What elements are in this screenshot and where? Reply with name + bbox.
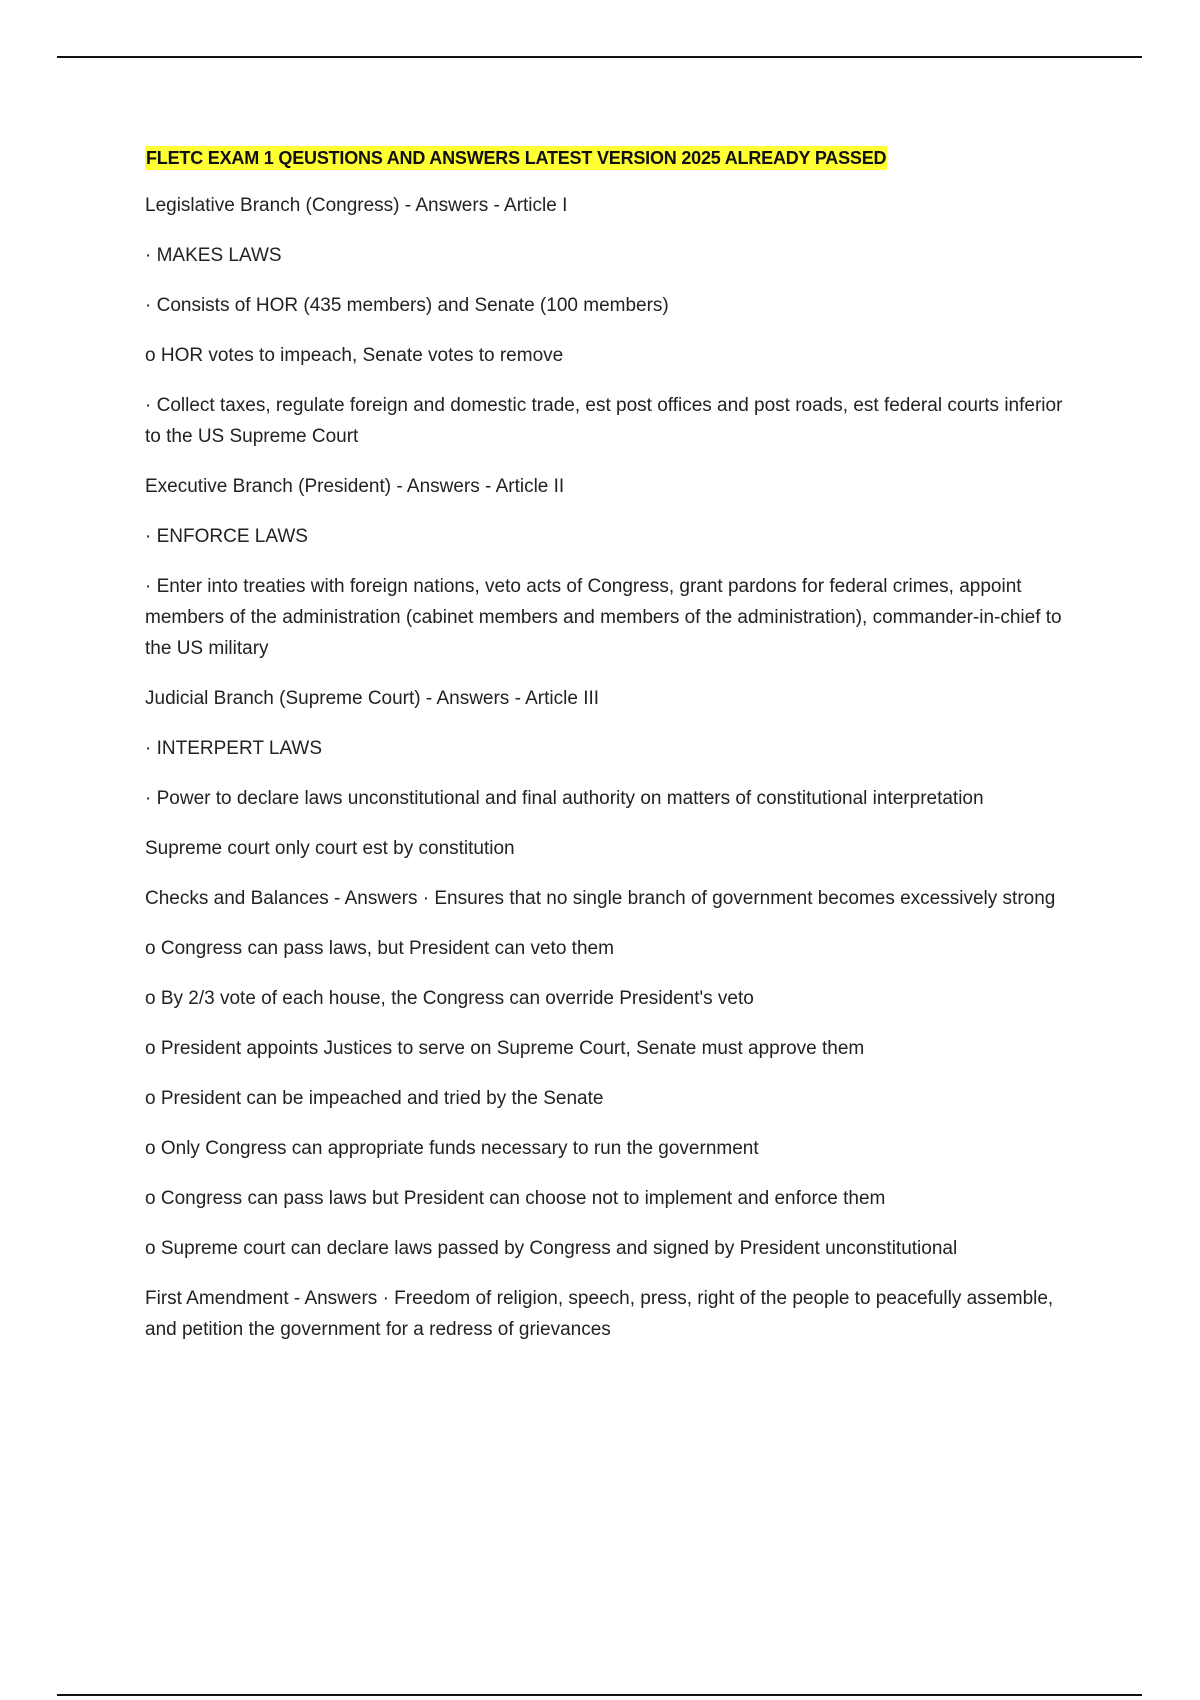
document-title: FLETC EXAM 1 QEUSTIONS AND ANSWERS LATEST VERSION 2025 ALREADY PASSED [146,148,887,168]
header-rule [57,56,1142,58]
paragraph-appropriate-funds: o Only Congress can appropriate funds necessary to run the government [145,1138,759,1159]
paragraph-treaties: · Enter into treaties with foreign nations, veto acts of Congress, grant pardons for federal crimes, appoint members of the administration (cabinet members and members of the administration), commander-in-chief to the US military [145,576,1062,659]
paragraph-power-to-declare: · Power to declare laws unconstitutional and final authority on matters of constitutional interpretation [145,788,984,809]
paragraph-supreme-court-only: Supreme court only court est by constitution [145,838,515,859]
paragraph-interpret-laws: · INTERPERT LAWS [145,738,323,759]
paragraph-declare-unconstitutional: o Supreme court can declare laws passed by Congress and signed by President unconstitutional [145,1238,958,1259]
paragraph-implement-enforce: o Congress can pass laws but President can choose not to implement and enforce them [145,1188,886,1209]
paragraph-consists-of: · Consists of HOR (435 members) and Senate (100 members) [145,295,669,316]
paragraph-appoints-justices: o President appoints Justices to serve on Supreme Court, Senate must approve them [145,1038,865,1059]
paragraph-executive-branch: Executive Branch (President) - Answers - Article II [145,476,565,497]
paragraph-hor-impeach: o HOR votes to impeach, Senate votes to remove [145,345,564,366]
paragraph-first-amendment: First Amendment - Answers · Freedom of religion, speech, press, right of the people to peacefully assemble, and petition the government for a redress of grievances [145,1288,1054,1340]
paragraph-override-veto: o By 2/3 vote of each house, the Congress can override President's veto [145,988,754,1009]
paragraph-checks-and-balances: Checks and Balances - Answers · Ensures that no single branch of government becomes excessively strong [145,888,1056,909]
paragraph-impeached: o President can be impeached and tried by the Senate [145,1088,604,1109]
paragraph-judicial-branch: Judicial Branch (Supreme Court) - Answers - Article III [145,688,600,709]
document-body [145,146,1080,1364]
paragraph-congress-pass-laws: o Congress can pass laws, but President can veto them [145,938,614,959]
paragraph-legislative-branch: Legislative Branch (Congress) - Answers - Article I [145,195,568,216]
footer-rule [57,1694,1142,1696]
paragraph-makes-laws: · MAKES LAWS [145,245,282,266]
paragraph-collect-taxes: · Collect taxes, regulate foreign and domestic trade, est post offices and post roads, est federal courts inferior to the US Supreme Court [145,395,1063,447]
paragraph-enforce-laws: · ENFORCE LAWS [145,526,308,547]
